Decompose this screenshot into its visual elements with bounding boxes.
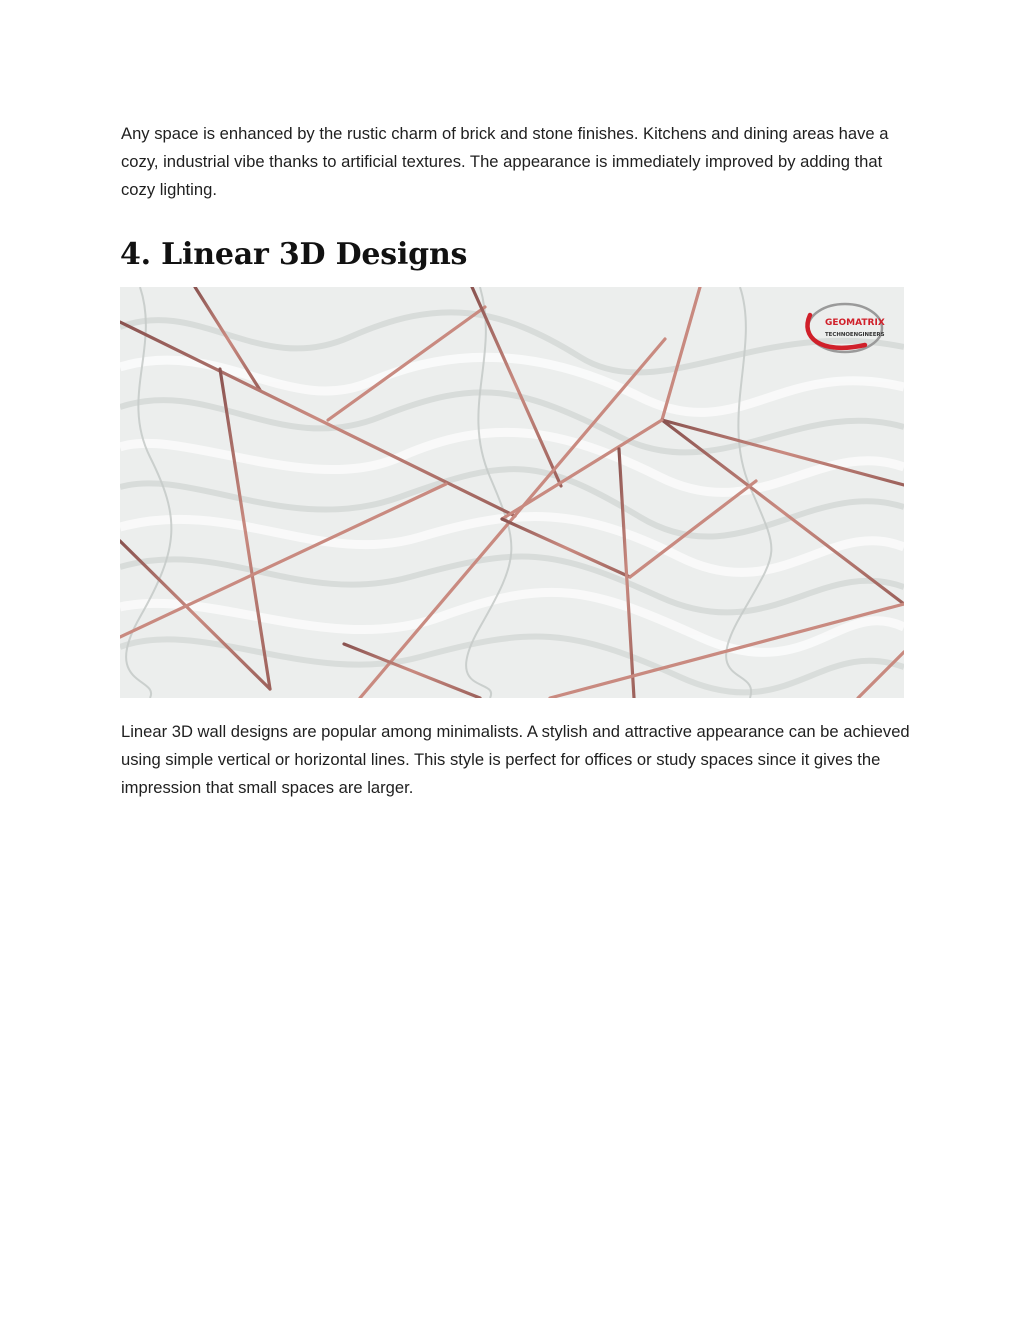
intro-paragraph: Any space is enhanced by the rustic charm of brick and stone finishes. Kitchens and dining areas have a cozy, industrial vibe thanks to artificial textures. The appearance is immediately improved by adding that cozy lighting. xyxy=(121,124,889,199)
linear-3d-design-image xyxy=(120,287,904,698)
section-heading: 4. Linear 3D Designs xyxy=(120,237,468,272)
body-paragraph: Linear 3D wall designs are popular among minimalists. A stylish and attractive appearance can be achieved using simple vertical or horizontal lines. This style is perfect for offices or study spaces since it gives the impression that small spaces are larger. xyxy=(121,722,910,797)
logo-brand: GEOMATRIX xyxy=(825,318,885,328)
logo-tagline: TECHNOENGINEERS xyxy=(825,332,885,338)
marble-wall-illustration xyxy=(120,287,904,698)
